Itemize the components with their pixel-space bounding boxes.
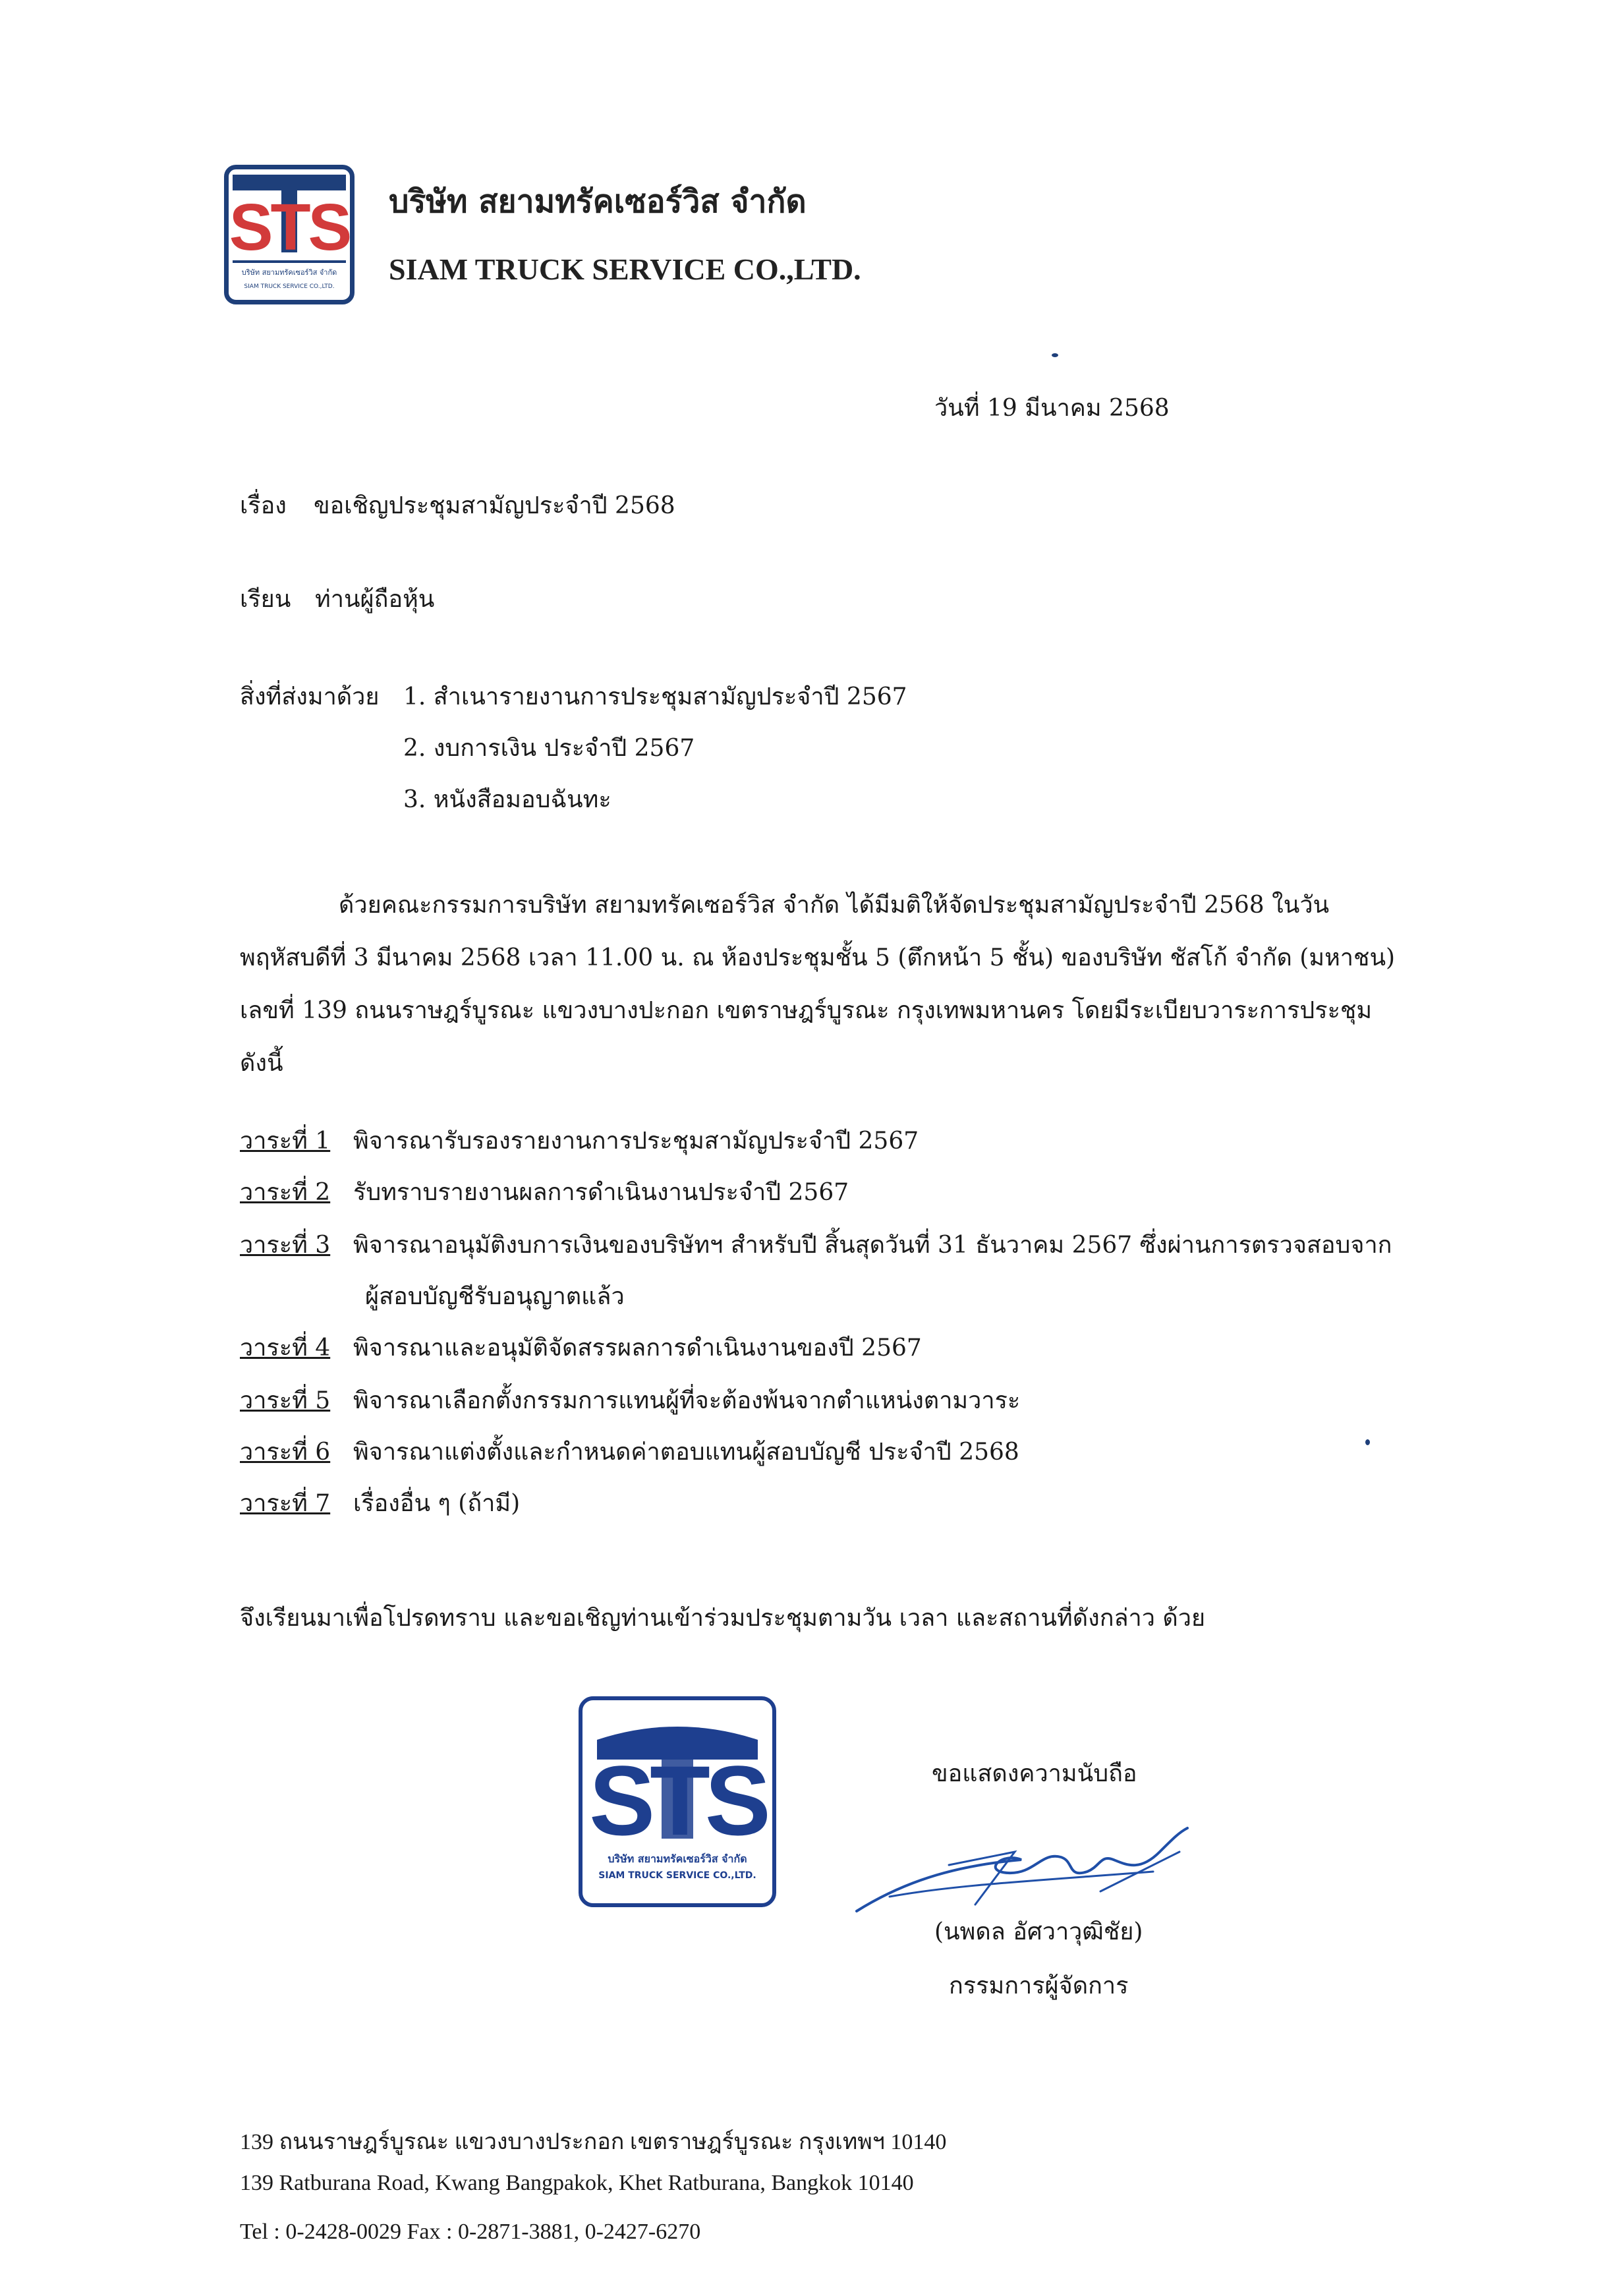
company-logo (224, 165, 355, 304)
company-stamp (579, 1696, 776, 1907)
svg-text:บริษัท สยามทรัคเซอร์วิส จำกัด: บริษัท สยามทรัคเซอร์วิส จำกัด (241, 268, 337, 277)
scan-speck (1052, 353, 1058, 357)
agenda-label: วาระที่ 4 (240, 1335, 331, 1362)
agenda-text: เรื่องอื่น ๆ (ถ้ามี) (353, 1490, 521, 1517)
enclosure-item: 3. หนังสือมอบฉันทะ (403, 786, 611, 813)
body-paragraph-text: ด้วยคณะกรรมการบริษัท สยามทรัคเซอร์วิส จำกัด ได้มีมติให้จัดประชุมสามัญประจำปี 2568 ในวันพฤหัสบดีที่ 3 มีนาคม 2568 เวลา 11.00 น. ณ ห้องประชุมชั้น 5 (ตึกหน้า 5 ชั้น) ของบริษัท ชัสโก้ จำกัด (มหาชน) เลขที่ 139 ถนนราษฎร์บูรณะ แขวงบางปะกอก เขตราษฎร์บูรณะ กรุงเทพมหานคร โดยมีระเบียบวาระการประชุมดังนี้ (240, 892, 1396, 1077)
agenda-text: พิจารณาอนุมัติงบการเงินของบริษัทฯ สำหรับปี สิ้นสุดวันที่ 31 ธันวาคม 2567 ซึ่งผ่านการตรวจสอบจาก (353, 1232, 1392, 1259)
handwritten-signature (850, 1825, 1193, 1924)
signatory-name: (นพดล อัศวาวุฒิชัย) (934, 1918, 1143, 1945)
signatory-title: กรรมการผู้จัดการ (949, 1972, 1129, 1999)
agenda-text: พิจารณารับรองรายงานการประชุมสามัญประจำปี 2567 (353, 1128, 919, 1155)
agenda-text: พิจารณาและอนุมัติจัดสรรผลการดำเนินงานของปี 2567 (353, 1335, 922, 1362)
recipient-text: ท่านผู้ถือหุ้น (315, 586, 435, 613)
company-name-english: SIAM TRUCK SERVICE CO.,LTD. (389, 252, 861, 286)
agenda-text-continuation: ผู้สอบบัญชีรับอนุญาตแล้ว (365, 1283, 625, 1310)
company-name-thai: บริษัท สยามทรัคเซอร์วิส จำกัด (389, 183, 807, 220)
agenda-label: วาระที่ 1 (240, 1128, 331, 1155)
enclosures-label: สิ่งที่ส่งมาด้วย (240, 683, 380, 710)
agenda-text: พิจารณาเลือกตั้งกรรมการแทนผู้ที่จะต้องพ้นจากตำแหน่งตามวาระ (353, 1387, 1021, 1414)
svg-text:บริษัท สยามทรัคเซอร์วิส จำกัด: บริษัท สยามทรัคเซอร์วิส จำกัด (608, 1852, 747, 1865)
footer-contact: Tel : 0-2428-0029 Fax : 0-2871-3881, 0-2427-6270 (240, 2220, 701, 2244)
svg-text:SIAM TRUCK SERVICE CO.,LTD.: SIAM TRUCK SERVICE CO.,LTD. (244, 283, 335, 290)
agenda-text: รับทราบรายงานผลการดำเนินงานประจำปี 2567 (353, 1179, 849, 1206)
closing-line: จึงเรียนมาเพื่อโปรดทราบ และขอเชิญท่านเข้าร่วมประชุมตามวัน เวลา และสถานที่ดังกล่าว ด้วย (240, 1605, 1206, 1632)
agenda-label: วาระที่ 5 (240, 1387, 331, 1414)
agenda-label: วาระที่ 7 (240, 1490, 331, 1517)
scan-speck (1365, 1439, 1370, 1445)
body-paragraph (240, 879, 1413, 1090)
subject-label: เรื่อง (240, 492, 287, 519)
subject-text: ขอเชิญประชุมสามัญประจำปี 2568 (314, 492, 675, 519)
footer-address-thai: 139 ถนนราษฎร์บูรณะ แขวงบางประกอก เขตราษฎร์บูรณะ กรุงเทพฯ 10140 (240, 2130, 947, 2154)
enclosure-item: 1. สำเนารายงานการประชุมสามัญประจำปี 2567 (403, 683, 907, 710)
svg-text:STS: STS (589, 1745, 766, 1856)
letter-date: วันที่ 19 มีนาคม 2568 (934, 395, 1170, 422)
agenda-text: พิจารณาแต่งตั้งและกำหนดค่าตอบแทนผู้สอบบัญชี ประจำปี 2568 (353, 1439, 1019, 1466)
enclosure-item: 2. งบการเงิน ประจำปี 2567 (403, 735, 695, 762)
svg-text:SIAM TRUCK SERVICE CO.,LTD.: SIAM TRUCK SERVICE CO.,LTD. (598, 1870, 756, 1881)
footer-address-english: 139 Ratburana Road, Kwang Bangpakok, Khet Ratburana, Bangkok 10140 (240, 2171, 914, 2195)
agenda-label: วาระที่ 2 (240, 1179, 331, 1206)
agenda-label: วาระที่ 3 (240, 1232, 331, 1259)
stamp-logo-mark (582, 1700, 772, 1903)
agenda-label: วาระที่ 6 (240, 1439, 331, 1466)
svg-text:STS: STS (229, 190, 350, 264)
sts-logo-mark (229, 169, 350, 300)
regards-text: ขอแสดงความนับถือ (932, 1760, 1137, 1787)
recipient-label: เรียน (240, 586, 291, 613)
